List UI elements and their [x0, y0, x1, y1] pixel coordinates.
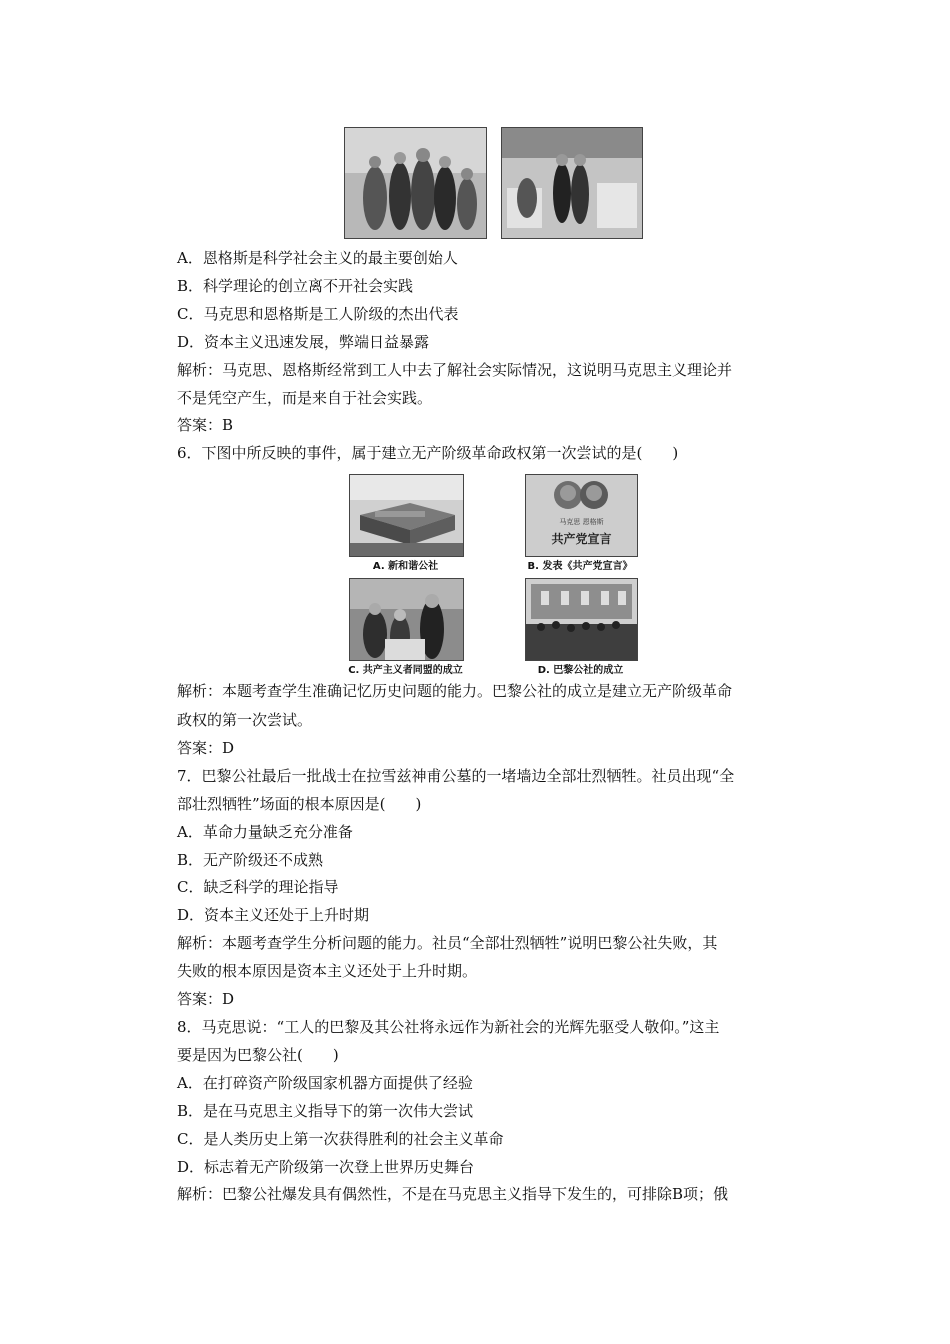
caption-option-c: C. 共产主义者同盟的成立 [348, 665, 463, 676]
q8-question-line-2: 要是因为巴黎公社( ) [177, 1046, 339, 1064]
image-new-harmony-commune [349, 474, 464, 557]
q5-analysis-line-2: 不是凭空产生，而是来自于社会实践。 [177, 389, 433, 407]
q8-analysis-line-1: 解析：巴黎公社爆发具有偶然性，不是在马克思主义指导下发生的，可排除B项；俄 [177, 1185, 729, 1203]
q5-option-c: C．马克思和恩格斯是工人阶级的杰出代表 [177, 305, 459, 323]
q5-option-d: D．资本主义迅速发展，弊端日益暴露 [177, 333, 430, 351]
q7-option-a: A．革命力量缺乏充分准备 [177, 823, 353, 841]
q5-option-b: B．科学理论的创立离不开社会实践 [177, 277, 414, 295]
q5-analysis-line-1: 解析：马克思、恩格斯经常到工人中去了解社会实际情况，这说明马克思主义理论并 [177, 361, 733, 379]
q7-analysis-line-2: 失败的根本原因是资本主义还处于上升时期。 [177, 962, 478, 980]
q6-analysis-line-1: 解析：本题考查学生准确记忆历史问题的能力。巴黎公社的成立是建立无产阶级革命 [177, 682, 733, 700]
q7-option-c: C．缺乏科学的理论指导 [177, 878, 339, 896]
q8-option-a: A．在打碎资产阶级国家机器方面提供了经验 [177, 1074, 473, 1092]
q7-option-b: B．无产阶级还不成熟 [177, 851, 324, 869]
caption-option-d: D. 巴黎公社的成立 [537, 665, 624, 676]
caption-option-a: A. 新和谐公社 [372, 561, 439, 572]
q6-analysis-line-2: 政权的第一次尝试。 [177, 711, 313, 729]
q8-question-line-1: 8．马克思说：“工人的巴黎及其公社将永远作为新社会的光辉先驱受人敬仰。”这主 [177, 1018, 720, 1036]
q6-answer: 答案：D [177, 739, 235, 757]
q8-option-b: B．是在马克思主义指导下的第一次伟大尝试 [177, 1102, 474, 1120]
q8-option-c: C．是人类历史上第一次获得胜利的社会主义革命 [177, 1130, 504, 1148]
image-communist-manifesto-cover [525, 474, 638, 557]
q7-question-line-1: 7．巴黎公社最后一批战士在拉雪兹神甫公墓的一堵墙边全部壮烈牺牲。社员出现“全 [177, 767, 735, 785]
image-paris-commune-founding [525, 578, 638, 661]
q6-question: 6．下图中所反映的事件，属于建立无产阶级革命政权第一次尝试的是( ) [177, 444, 679, 462]
q7-question-line-2: 部壮烈牺牲”场面的根本原因是( ) [177, 795, 422, 813]
q7-answer: 答案：D [177, 990, 235, 1008]
q5-answer: 答案：B [177, 416, 234, 434]
book-cover-title: 共产党宣言 [551, 532, 612, 546]
q7-analysis-line-1: 解析：本题考查学生分析问题的能力。社员“全部壮烈牺牲”说明巴黎公社失败，其 [177, 934, 718, 952]
photo-marx-engels-with-workers [344, 127, 487, 239]
book-cover-authors: 马克思 恩格斯 [559, 518, 604, 526]
q8-option-d: D．标志着无产阶级第一次登上世界历史舞台 [177, 1158, 475, 1176]
q7-option-d: D．资本主义还处于上升时期 [177, 906, 370, 924]
q5-option-a: A．恩格斯是科学社会主义的最主要创始人 [177, 249, 458, 267]
photo-marx-engels-in-factory [501, 127, 643, 239]
caption-option-b: B. 发表《共产党宣言》 [527, 561, 633, 572]
image-communist-league-founding [349, 578, 464, 661]
